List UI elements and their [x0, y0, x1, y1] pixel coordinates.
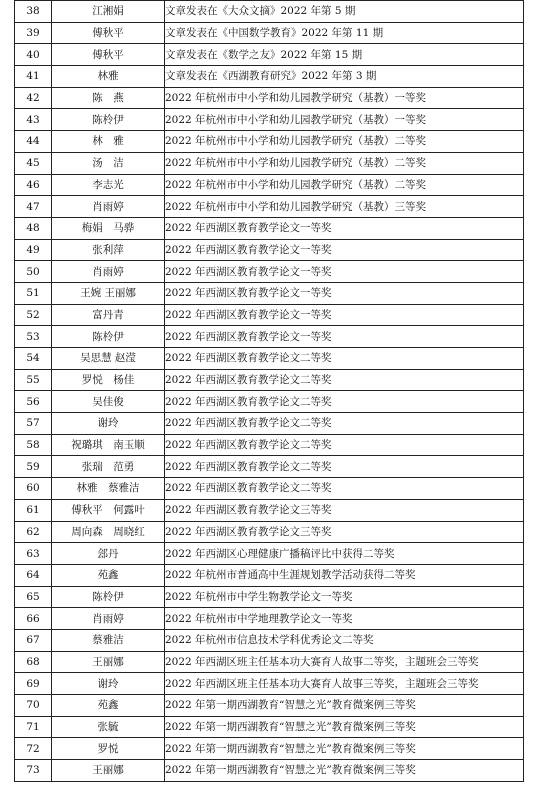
award-cell: 2022 年西湖区教育教学论文一等奖	[165, 261, 524, 283]
award-cell: 2022 年西湖区教育教学论文二等奖	[165, 369, 524, 391]
row-number-cell: 43	[15, 109, 52, 131]
table-row	[15, 44, 524, 66]
table-row	[15, 87, 524, 109]
table-row	[15, 304, 524, 326]
row-number-cell: 64	[15, 564, 52, 586]
row-number-cell: 58	[15, 434, 52, 456]
award-cell: 2022 年杭州市中小学和幼儿园教学研究（基教）一等奖	[165, 87, 524, 109]
name-cell: 傅秋平	[52, 22, 165, 44]
row-number-cell: 50	[15, 261, 52, 283]
table-row	[15, 239, 524, 261]
row-number-cell: 49	[15, 239, 52, 261]
name-cell: 谢玲	[52, 413, 165, 435]
row-number-cell: 46	[15, 174, 52, 196]
award-cell: 2022 年杭州市中小学和幼儿园教学研究（基教）二等奖	[165, 131, 524, 153]
table-row	[15, 543, 524, 565]
row-number-cell: 59	[15, 456, 52, 478]
award-cell: 2022 年西湖区教育教学论文二等奖	[165, 391, 524, 413]
award-cell: 2022 年西湖区心理健康广播稿评比中获得二等奖	[165, 543, 524, 565]
name-cell: 李志光	[52, 174, 165, 196]
row-number-cell: 44	[15, 131, 52, 153]
row-number-cell: 60	[15, 478, 52, 500]
name-cell: 肖雨婷	[52, 261, 165, 283]
table-row	[15, 326, 524, 348]
row-number-cell: 54	[15, 348, 52, 370]
table-row	[15, 282, 524, 304]
row-number-cell: 68	[15, 651, 52, 673]
table-row	[15, 261, 524, 283]
award-cell: 2022 年西湖区教育教学论文一等奖	[165, 326, 524, 348]
table-row	[15, 434, 524, 456]
award-cell: 2022 年杭州市中小学和幼儿园教学研究（基教）三等奖	[165, 196, 524, 218]
table-row	[15, 586, 524, 608]
award-cell: 文章发表在《西湖教育研究》2022 年第 3 期	[165, 66, 524, 88]
name-cell: 蔡雅洁	[52, 629, 165, 651]
award-cell: 2022 年第一期西湖教育“智慧之光”教育微案例三等奖	[165, 738, 524, 760]
name-cell: 王丽娜	[52, 651, 165, 673]
row-number-cell: 57	[15, 413, 52, 435]
award-cell: 2022 年杭州市中小学和幼儿园教学研究（基教）二等奖	[165, 152, 524, 174]
name-cell: 张利萍	[52, 239, 165, 261]
row-number-cell: 47	[15, 196, 52, 218]
award-cell: 2022 年西湖区教育教学论文二等奖	[165, 456, 524, 478]
table-row	[15, 109, 524, 131]
name-cell: 张瑞 范勇	[52, 456, 165, 478]
row-number-cell: 55	[15, 369, 52, 391]
table-row	[15, 369, 524, 391]
award-cell: 2022 年西湖区教育教学论文一等奖	[165, 217, 524, 239]
row-number-cell: 42	[15, 87, 52, 109]
table-row	[15, 152, 524, 174]
award-cell: 2022 年西湖区教育教学论文一等奖	[165, 239, 524, 261]
award-cell: 2022 年西湖区教育教学论文一等奖	[165, 282, 524, 304]
row-number-cell: 40	[15, 44, 52, 66]
award-cell: 2022 年西湖区班主任基本功大赛育人故事二等奖，主题班会三等奖	[165, 651, 524, 673]
row-number-cell: 53	[15, 326, 52, 348]
awards-table-body	[15, 1, 524, 782]
table-row	[15, 629, 524, 651]
table-row	[15, 217, 524, 239]
table-row	[15, 738, 524, 760]
award-cell: 2022 年西湖区教育教学论文二等奖	[165, 434, 524, 456]
table-row	[15, 413, 524, 435]
award-cell: 2022 年杭州市中学地理教学论文一等奖	[165, 608, 524, 630]
award-cell: 文章发表在《大众文摘》2022 年第 5 期	[165, 1, 524, 23]
award-cell: 2022 年杭州市中学生物教学论文一等奖	[165, 586, 524, 608]
award-cell: 2022 年杭州市信息技术学科优秀论文二等奖	[165, 629, 524, 651]
name-cell: 梅娟 马骅	[52, 217, 165, 239]
award-cell: 2022 年西湖区教育教学论文二等奖	[165, 413, 524, 435]
name-cell: 苑鑫	[52, 695, 165, 717]
award-cell: 2022 年杭州市中小学和幼儿园教学研究（基教）二等奖	[165, 174, 524, 196]
name-cell: 祝璐琪 南玉顺	[52, 434, 165, 456]
table-row	[15, 196, 524, 218]
table-row	[15, 564, 524, 586]
table-row	[15, 651, 524, 673]
name-cell: 陈柃伊	[52, 109, 165, 131]
row-number-cell: 67	[15, 629, 52, 651]
award-cell: 2022 年西湖区教育教学论文三等奖	[165, 521, 524, 543]
award-cell: 2022 年西湖区班主任基本功大赛育人故事三等奖，主题班会三等奖	[165, 673, 524, 695]
name-cell: 汤 洁	[52, 152, 165, 174]
name-cell: 罗悦	[52, 738, 165, 760]
name-cell: 肖雨婷	[52, 608, 165, 630]
table-row	[15, 608, 524, 630]
row-number-cell: 71	[15, 716, 52, 738]
row-number-cell: 73	[15, 760, 52, 782]
row-number-cell: 48	[15, 217, 52, 239]
name-cell: 林雅	[52, 66, 165, 88]
name-cell: 陈柃伊	[52, 586, 165, 608]
name-cell: 富丹青	[52, 304, 165, 326]
row-number-cell: 52	[15, 304, 52, 326]
award-cell: 文章发表在《中国数学教育》2022 年第 11 期	[165, 22, 524, 44]
award-cell: 2022 年西湖区教育教学论文一等奖	[165, 304, 524, 326]
row-number-cell: 56	[15, 391, 52, 413]
table-row	[15, 22, 524, 44]
name-cell: 罗悦 杨佳	[52, 369, 165, 391]
table-row	[15, 174, 524, 196]
award-cell: 2022 年第一期西湖教育“智慧之光”教育微案例三等奖	[165, 716, 524, 738]
table-row	[15, 673, 524, 695]
award-cell: 文章发表在《数学之友》2022 年第 15 期	[165, 44, 524, 66]
table-row	[15, 456, 524, 478]
name-cell: 谢玲	[52, 673, 165, 695]
award-cell: 2022 年杭州市中小学和幼儿园教学研究（基教）一等奖	[165, 109, 524, 131]
table-row	[15, 1, 524, 23]
name-cell: 陈 燕	[52, 87, 165, 109]
award-cell: 2022 年西湖区教育教学论文二等奖	[165, 348, 524, 370]
row-number-cell: 63	[15, 543, 52, 565]
name-cell: 傅秋平 何露叶	[52, 499, 165, 521]
table-row	[15, 66, 524, 88]
name-cell: 吴思慧 赵滢	[52, 348, 165, 370]
name-cell: 张毓	[52, 716, 165, 738]
name-cell: 周向森 周晓红	[52, 521, 165, 543]
name-cell: 江湘娟	[52, 1, 165, 23]
award-cell: 2022 年杭州市普通高中生涯规划教学活动获得二等奖	[165, 564, 524, 586]
name-cell: 傅秋平	[52, 44, 165, 66]
name-cell: 郐丹	[52, 543, 165, 565]
table-row	[15, 478, 524, 500]
name-cell: 王婉 王丽娜	[52, 282, 165, 304]
name-cell: 林雅 蔡雅洁	[52, 478, 165, 500]
row-number-cell: 72	[15, 738, 52, 760]
table-row	[15, 499, 524, 521]
table-row	[15, 131, 524, 153]
row-number-cell: 41	[15, 66, 52, 88]
row-number-cell: 51	[15, 282, 52, 304]
row-number-cell: 45	[15, 152, 52, 174]
table-row	[15, 695, 524, 717]
row-number-cell: 70	[15, 695, 52, 717]
row-number-cell: 69	[15, 673, 52, 695]
table-row	[15, 716, 524, 738]
name-cell: 肖雨婷	[52, 196, 165, 218]
name-cell: 林 雅	[52, 131, 165, 153]
award-cell: 2022 年西湖区教育教学论文二等奖	[165, 478, 524, 500]
name-cell: 陈柃伊	[52, 326, 165, 348]
table-row	[15, 348, 524, 370]
name-cell: 苑鑫	[52, 564, 165, 586]
row-number-cell: 62	[15, 521, 52, 543]
award-cell: 2022 年西湖区教育教学论文三等奖	[165, 499, 524, 521]
row-number-cell: 61	[15, 499, 52, 521]
row-number-cell: 39	[15, 22, 52, 44]
table-row	[15, 760, 524, 782]
row-number-cell: 65	[15, 586, 52, 608]
award-cell: 2022 年第一期西湖教育“智慧之光”教育微案例三等奖	[165, 695, 524, 717]
table-row	[15, 391, 524, 413]
table-row	[15, 521, 524, 543]
row-number-cell: 38	[15, 1, 52, 23]
awards-table	[14, 0, 524, 782]
name-cell: 王丽娜	[52, 760, 165, 782]
name-cell: 吴佳俊	[52, 391, 165, 413]
row-number-cell: 66	[15, 608, 52, 630]
award-cell: 2022 年第一期西湖教育“智慧之光”教育微案例三等奖	[165, 760, 524, 782]
